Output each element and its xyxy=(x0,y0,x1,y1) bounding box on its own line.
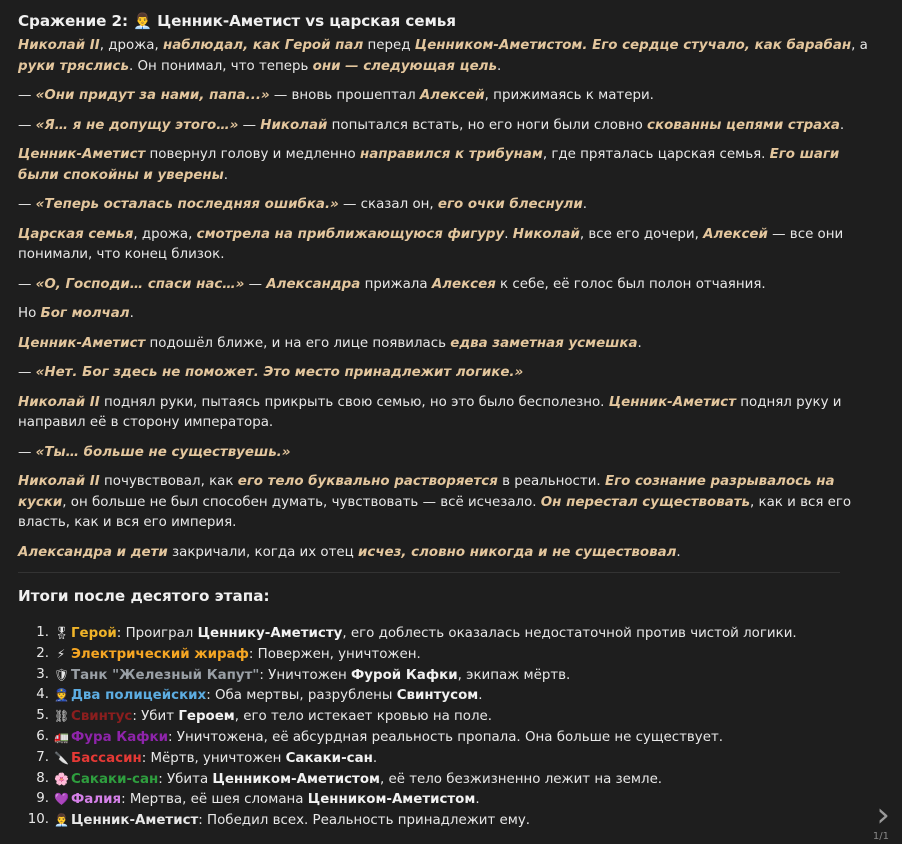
story-paragraph xyxy=(18,275,876,296)
character-icon: 🌸 xyxy=(54,771,69,786)
plain-text: , он больше не был способен думать, чувствовать — всё исчезало. xyxy=(62,494,541,510)
plain-text: . xyxy=(475,792,480,808)
plain-text: — xyxy=(244,276,267,292)
character-icon: 👨‍💼 xyxy=(54,813,69,828)
plain-text: : Уничтожен xyxy=(259,667,352,683)
plain-text: , прижимаясь к матери. xyxy=(484,88,654,103)
divider xyxy=(18,572,840,573)
story-paragraph xyxy=(18,145,876,186)
plain-text: , как и вся его власть, как и вся его империя. xyxy=(18,494,852,530)
plain-text: в реальности. xyxy=(497,474,605,489)
emphasis-text: скованны цепями страха xyxy=(647,117,840,133)
emphasis-text: смотрела на приближающуюся фигуру xyxy=(196,226,505,242)
character-icon: 🚛 xyxy=(54,729,69,744)
plain-text: — сказал он, xyxy=(338,197,438,212)
character-name: Фалия xyxy=(71,792,122,808)
emphasis-text: Николай II xyxy=(18,394,100,410)
item-number: 2. xyxy=(36,645,49,661)
emphasis-text: Его шаги были спокойны и уверены xyxy=(18,147,840,183)
summary-item xyxy=(18,810,876,831)
emphasis-text: они — следующая цель xyxy=(312,58,497,74)
emphasis-text: Ценник-Аметист xyxy=(18,147,146,162)
plain-text: , экипаж мёртв. xyxy=(457,667,571,683)
emphasis-text: Николай II xyxy=(18,38,100,53)
summary-item xyxy=(18,769,876,790)
item-number: 6. xyxy=(36,728,49,744)
item-number: 10. xyxy=(27,812,49,828)
battle-title xyxy=(18,6,876,36)
character-icon: ⚡ xyxy=(56,646,66,661)
character-name: Фура Кафки xyxy=(71,729,169,745)
plain-text: . xyxy=(478,688,483,704)
plain-text: прижала xyxy=(360,276,432,292)
plain-text: , его тело истекает кровью на поле. xyxy=(234,709,493,725)
battle-title-text: Ценник-Аметист vs царская семья xyxy=(157,12,456,30)
plain-text: повернул голову и медленно xyxy=(145,147,360,162)
bold-text: Ценнику-Аметисту xyxy=(197,626,343,641)
emphasis-text: Николай xyxy=(260,117,328,133)
emphasis-text: Бог молчал xyxy=(40,306,130,321)
plain-text: попытался встать, но его ноги были словно xyxy=(327,117,648,133)
summary-item xyxy=(18,789,876,810)
plain-text: — xyxy=(18,197,36,212)
emphasis-text: Ценник-Аметист xyxy=(18,335,146,351)
plain-text: : Повержен, уничтожен. xyxy=(248,646,421,662)
summary-item xyxy=(18,665,876,686)
plain-text: . xyxy=(637,335,642,351)
plain-text: : Убита xyxy=(158,771,213,787)
character-icon: 🎖 xyxy=(54,626,70,640)
plain-text: . xyxy=(496,58,502,74)
plain-text: : Победил всех. Реальность принадлежит ему. xyxy=(198,813,531,829)
character-name: Танк "Железный Капут" xyxy=(71,667,260,683)
emphasis-text: его тело буквально растворяется xyxy=(237,474,498,489)
summary-list xyxy=(18,623,876,831)
summary-item xyxy=(18,644,876,665)
plain-text: : Мёртв, уничтожен xyxy=(141,750,286,766)
character-icon: 👮 xyxy=(54,688,69,703)
emphasis-text: исчез, словно никогда и не существовал xyxy=(358,544,677,560)
emphasis-text: «Теперь осталась последняя ошибка.» xyxy=(35,197,339,212)
character-icon: 🔪 xyxy=(54,750,69,765)
emphasis-text: руки тряслись xyxy=(18,58,129,74)
plain-text: — все они понимали, что конец близок. xyxy=(18,226,844,262)
emphasis-text: Алексей xyxy=(419,88,485,103)
character-name: Электрический жираф xyxy=(71,646,249,662)
plain-text: : Оба мертвы, разрублены xyxy=(206,688,397,704)
bold-text: Фурой Кафки xyxy=(351,667,458,683)
message-content xyxy=(18,6,876,831)
story-paragraph xyxy=(18,36,876,77)
plain-text: . xyxy=(129,306,134,321)
bold-text: Ценником-Аметистом xyxy=(307,792,476,808)
emphasis-text: его очки блеснули xyxy=(437,197,583,212)
plain-text: закричали, когда их отец xyxy=(167,544,359,560)
bold-text: Героем xyxy=(178,709,235,725)
emphasis-text: «Они придут за нами, папа...» xyxy=(35,88,270,103)
summary-item xyxy=(18,748,876,769)
character-icon: ⛓ xyxy=(54,709,70,724)
plain-text: . Он понимал, что теперь xyxy=(128,58,313,74)
story-paragraph xyxy=(18,116,876,137)
emphasis-text: Александра xyxy=(266,276,361,292)
story-paragraph xyxy=(18,443,876,464)
plain-text: . xyxy=(676,544,681,560)
story-paragraph xyxy=(18,393,876,434)
plain-text: : Мертва, её шея сломана xyxy=(121,792,308,808)
plain-text: — xyxy=(238,117,261,133)
character-icon: 🛡 xyxy=(54,667,70,682)
plain-text: . xyxy=(372,750,378,766)
emphasis-text: Николай xyxy=(512,226,580,242)
emphasis-text: Ценником-Аметистом. Его сердце стучало, как барабан xyxy=(414,38,852,53)
character-name: Ценник-Аметист xyxy=(71,813,199,829)
character-name: Свинтус xyxy=(71,709,133,725)
item-number: 5. xyxy=(36,708,49,724)
plain-text: : Убит xyxy=(132,709,179,725)
summary-item xyxy=(18,623,876,644)
bold-text: Ценником-Аметистом xyxy=(212,771,380,787)
item-number: 9. xyxy=(36,791,49,807)
character-name: Герой xyxy=(71,626,117,641)
bold-text: Свинтусом xyxy=(396,688,479,704)
summary-item xyxy=(18,706,876,727)
item-number: 7. xyxy=(36,749,49,765)
emphasis-text: «О, Господи… спаси нас…» xyxy=(35,276,245,292)
character-icon: 💜 xyxy=(54,792,69,807)
chevron-right-icon[interactable]: › xyxy=(876,795,890,835)
plain-text: — вновь прошептал xyxy=(269,88,420,103)
plain-text: , его доблесть оказалась недостаточной против чистой логики. xyxy=(342,626,797,641)
item-number: 1. xyxy=(36,625,49,640)
plain-text: . xyxy=(582,197,587,212)
plain-text: , а xyxy=(851,38,868,53)
plain-text: — xyxy=(18,88,36,103)
story-paragraph xyxy=(18,334,876,355)
emphasis-text: «Ты… больше не существуешь.» xyxy=(35,444,291,460)
story-paragraph xyxy=(18,363,876,384)
plain-text: . xyxy=(223,167,229,183)
page-indicator: 1/1 xyxy=(872,831,889,842)
item-number: 4. xyxy=(36,687,49,703)
emphasis-text: Царская семья xyxy=(18,226,134,242)
plain-text: , где пряталась царская семья. xyxy=(542,147,770,162)
story-paragraph xyxy=(18,195,876,216)
plain-text: — xyxy=(18,117,36,133)
bold-text: Сакаки-сан xyxy=(285,750,373,766)
item-number: 3. xyxy=(36,666,49,682)
emphasis-text: Александра и дети xyxy=(18,544,168,560)
plain-text: — xyxy=(18,444,36,460)
emphasis-text: Николай II xyxy=(18,474,100,489)
plain-text: , дрожа, xyxy=(99,38,163,53)
character-name: Сакаки-сан xyxy=(71,771,159,787)
character-name: Два полицейских xyxy=(71,688,207,704)
summary-item xyxy=(18,727,876,748)
plain-text: поднял руки, пытаясь прикрыть свою семью, но это было бесполезно. xyxy=(99,394,609,410)
story-paragraph xyxy=(18,86,876,107)
plain-text: — xyxy=(18,365,36,380)
plain-text: , её тело безжизненно лежит на земле. xyxy=(379,771,663,787)
plain-text: подошёл ближе, и на его лице появилась xyxy=(145,335,451,351)
plain-text: , все его дочери, xyxy=(579,226,704,242)
businessman-icon: 👨‍💼 xyxy=(133,12,152,30)
plain-text: : Уничтожена, её абсурдная реальность пропала. Она больше не существует. xyxy=(168,729,724,745)
emphasis-text: Он перестал существовать xyxy=(540,494,750,510)
story-paragraph xyxy=(18,472,876,534)
plain-text: Но xyxy=(18,306,41,321)
emphasis-text: «Я… я не допущу этого…» xyxy=(35,117,239,133)
summary-item xyxy=(18,685,876,706)
item-number: 8. xyxy=(36,770,49,786)
story-paragraph xyxy=(18,225,876,266)
battle-title-prefix: Сражение 2: xyxy=(18,12,128,30)
emphasis-text: наблюдал, как Герой пал xyxy=(162,38,364,53)
character-name: Бассасин xyxy=(71,750,142,766)
plain-text: поднял руку и направил её в сторону императора. xyxy=(18,394,842,430)
plain-text: перед xyxy=(363,38,415,53)
summary-title: Итоги после десятого этапа: xyxy=(18,587,270,605)
plain-text: , дрожа, xyxy=(133,226,197,242)
plain-text: : Проиграл xyxy=(116,626,198,641)
story-text xyxy=(18,36,876,563)
plain-text: — xyxy=(18,276,36,292)
plain-text: к себе, её голос был полон отчаяния. xyxy=(495,276,766,292)
emphasis-text: «Нет. Бог здесь не поможет. Это место принадлежит логике.» xyxy=(35,365,524,380)
emphasis-text: Алексей xyxy=(703,226,768,242)
emphasis-text: Его сознание разрывалось на куски xyxy=(18,474,835,510)
plain-text: почувствовал, как xyxy=(99,474,238,489)
story-paragraph xyxy=(18,304,876,325)
emphasis-text: едва заметная усмешка xyxy=(450,335,638,351)
emphasis-text: направился к трибунам xyxy=(359,147,543,162)
plain-text: . xyxy=(839,117,845,133)
emphasis-text: Ценник-Аметист xyxy=(608,394,736,410)
story-paragraph xyxy=(18,543,876,564)
emphasis-text: Алексея xyxy=(431,276,496,292)
plain-text: . xyxy=(504,226,513,242)
